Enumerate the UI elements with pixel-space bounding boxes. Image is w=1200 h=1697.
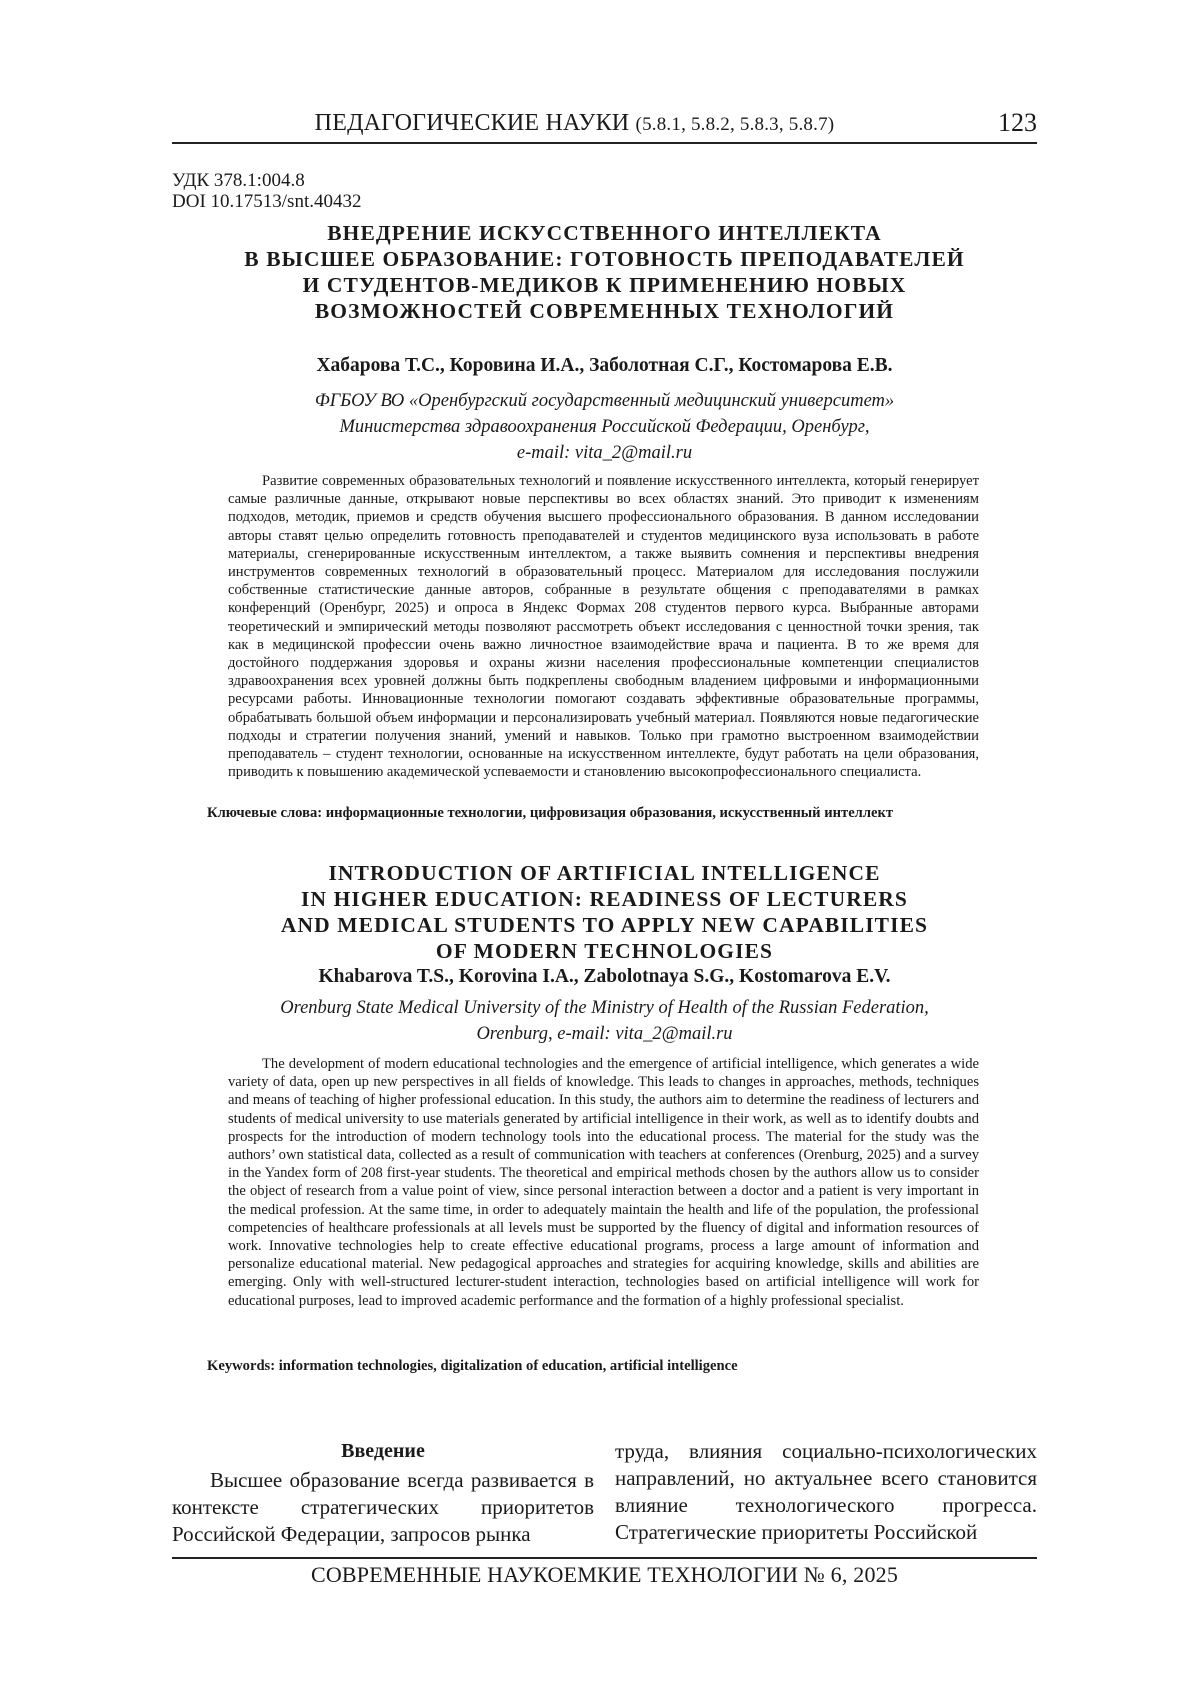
ru-keywords: Ключевые слова: информационные технологии, цифровизация образования, искусственный интеллект — [207, 805, 894, 821]
footer-rule — [172, 1557, 1037, 1559]
header-rule — [172, 142, 1037, 144]
en-title-line: IN HIGHER EDUCATION: READINESS OF LECTURERS — [301, 887, 908, 911]
journal-footer — [172, 1562, 1037, 1588]
section-name: ПЕДАГОГИЧЕСКИЕ НАУКИ — [314, 110, 630, 136]
udc: УДК 378.1:004.8 — [172, 170, 305, 191]
ru-affiliation-line: e-mail: vita_2@mail.ru — [516, 443, 693, 463]
page-number: 123 — [998, 108, 1037, 137]
ru-title-line: ВОЗМОЖНОСТЕЙ СОВРЕМЕННЫХ ТЕХНОЛОГИЙ — [314, 299, 895, 323]
section-heading: Введение — [341, 1440, 425, 1462]
en-title-line: OF MODERN TECHNOLOGIES — [435, 939, 774, 963]
en-affiliation — [172, 995, 1037, 1047]
ru-abstract: Развитие современных образовательных технологий и появление искусственного интеллекта, который генерирует самые различные данные, открывают новые перспективы во всех областях знаний. Это приводит к изменениям подходов, методик, приемов и средств обучения высшего профессионального образования. В данном исследовании авторы ставят целью определить готовность преподавателей и студентов медицинского вуза использовать в работе материалы, сгенерированные искусственным интеллектом, а также выявить сомнения и перспективы внедрения инструментов современных технологий в образовательный процесс. Материалом для исследования послужили собственные статистические данные авторов, собранные в результате общения с преподавателями в рамках конференций (Оренбург, 2025) и опроса в Яндекс Формах 208 студентов первого курса. Выбранные авторами теоретический и эмпирический методы позволяют рассмотреть объект исследования с ценностной точки зрения, так как в медицинской профессии очень важно личностное взаимодействие врача и пациента. В то же время для достойного поддержания здоровья и охраны жизни населения профессиональные компетенции специалистов здравоохранения всех уровней должны быть подкреплены свободным владением цифровыми и информационными ресурсами работы. Инновационные технологии помогают создавать эффективные образовательные программы, обрабатывать большой объем информации и персонализировать учебный материал. Появляются новые педагогические подходы и стратегии получения знаний, умений и навыков. Только при грамотно выстроенном взаимодействии преподаватель – студент технологии, основанные на искусственном интеллекте, будут работать на цели образования, приводить к повышению академической успеваемости и становлению высокопрофессионального специалиста. — [228, 473, 979, 781]
section-codes: (5.8.1, 5.8.2, 5.8.3, 5.8.7) — [635, 114, 835, 135]
journal-section — [172, 110, 977, 137]
ru-affiliation — [172, 388, 1037, 466]
en-keywords: Keywords: information technologies, digitalization of education, artificial intelligence — [207, 1358, 738, 1374]
body-left-column — [172, 1438, 594, 1548]
article-meta — [172, 170, 361, 212]
ru-title-line: В ВЫСШЕЕ ОБРАЗОВАНИЕ: ГОТОВНОСТЬ ПРЕПОДАВАТЕЛЕЙ — [244, 247, 965, 271]
running-head — [172, 108, 1037, 142]
ru-title — [172, 220, 1037, 324]
en-authors: Khabarova T.S., Korovina I.A., Zabolotnaya S.G., Kostomarova E.V. — [318, 966, 891, 987]
en-title-line: INTRODUCTION OF ARTIFICIAL INTELLIGENCE — [328, 861, 881, 885]
en-affiliation-line: Orenburg, e-mail: vita_2@mail.ru — [476, 1024, 733, 1044]
en-abstract: The development of modern educational technologies and the emergence of artificial intelligence, which generates a wide variety of data, open up new perspectives in all fields of knowledge. This leads to changes in approaches, methods, techniques and means of teaching of higher professional education. In this study, the authors aim to determine the readiness of lecturers and students of medical university to use materials generated by artificial intelligence in their work, as well as to identify doubts and prospects for the introduction of modern technology tools into the educational process. The material for the study was the authors’ own statistical data, collected as a result of communication with teachers at conferences (Orenburg, 2025) and a survey in the Yandex form of 208 first-year students. The theoretical and empirical methods chosen by the authors allow us to consider the object of research from a value point of view, since personal interaction between a doctor and a patient is very important in the medical profession. At the same time, in order to adequately maintain the health and life of the population, the professional competencies of healthcare professionals at all levels must be supported by the fluency of digital and information resources of work. Innovative technologies help to create effective educational programs, process a large amount of information and personalize educational material. New pedagogical approaches and strategies for acquiring knowledge, skills and abilities are emerging. Only with well-structured lecturer-student interaction, technologies based on artificial intelligence will work for educational purposes, lead to improved academic performance and the formation of a highly professional specialist. — [228, 1056, 979, 1309]
doi: DOI 10.17513/snt.40432 — [172, 191, 362, 212]
body-paragraph: Высшее образование всегда развивается в контексте стратегических приоритетов Российской Федерации, запросов рынка — [172, 1468, 594, 1546]
issue-number: № 6, 2025 — [803, 1562, 899, 1587]
body-right-column — [615, 1438, 1037, 1546]
en-title-line: AND MEDICAL STUDENTS TO APPLY NEW CAPABILITIES — [280, 913, 929, 937]
ru-authors: Хабарова Т.С., Коровина И.А., Заболотная С.Г., Костомарова Е.В. — [316, 355, 893, 376]
ru-affiliation-line: Министерства здравоохранения Российской Федерации, Оренбург, — [339, 417, 870, 437]
journal-name: СОВРЕМЕННЫЕ НАУКОЕМКИЕ ТЕХНОЛОГИИ — [310, 1562, 799, 1587]
ru-title-line: И СТУДЕНТОВ-МЕДИКОВ К ПРИМЕНЕНИЮ НОВЫХ — [302, 273, 907, 297]
en-affiliation-line: Orenburg State Medical University of the Ministry of Health of the Russian Federation, — [280, 998, 929, 1018]
en-title — [172, 860, 1037, 964]
ru-affiliation-line: ФГБОУ ВО «Оренбургский государственный медицинский университет» — [314, 391, 895, 411]
body-paragraph: труда, влияния социально-психологических направлений, но актуальнее всего становится влияние технологического прогресса. Стратегические приоритеты Российской — [615, 1439, 1037, 1544]
ru-title-line: ВНЕДРЕНИЕ ИСКУССТВЕННОГО ИНТЕЛЛЕКТА — [327, 221, 882, 245]
